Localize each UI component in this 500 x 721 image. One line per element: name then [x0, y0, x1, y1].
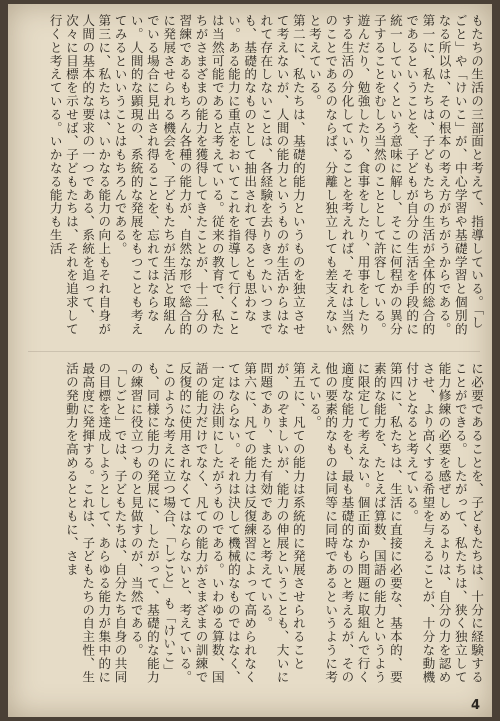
paragraph: 第三に、私たちは、いかなる能力の向上もそれ自身が人間の基本的な要求の一つである、系統を追って、次々に目標を示せば、子どもたちは、それを追求して行くと考えている。いかなる能力も生活: [47, 14, 112, 336]
paragraph: 第五に、凡ての能力は系統的に発展させられることが、のぞましいが、能力の伸展ということも、大いに問題であり、また有効であると考えている。: [258, 362, 306, 684]
paragraph: 第二に、私たちは、基礎的能力というものを独立させて考えないが、人間の能力というものが生活からはなれて存在しないことは、各経験を去りきったいつまでも、基礎的なものとして抽出されて得るとも思わない。ある能力に重点をおいてこれを指導して行くことは当然可能であると考えている。従来の教育で、私たちがさまざまの能力を獲得してきたことが、十二分の習練であるもちろん各種の能力が、自然な形で総合的に発展させられる機会を、子どもたちが生活と取組んでいる場合に見出され得ることを、忘れてはならない。人間的な顕現の、系統的な発展をもつことも考えてみるといいうことはもちろんである。: [112, 14, 306, 336]
document-page: [8, 4, 492, 717]
bottom-text-block: [26, 362, 484, 692]
top-text-block: [26, 14, 484, 342]
page-number: 4: [470, 698, 480, 713]
paragraph: に必要であることを、子どもたちは、十分に経験することができる。したがって、私たちは、狭く独立して能力修練の必要を感ぜしめるよりは、自分の力を認めさせ、より高くする希望を与えることが、十分な動機付けとなると考えている。: [404, 362, 484, 684]
paragraph: 第六に、凡ての能力は反復練習によって高められなくてはならない。それは決して機械的なものではなく、一定の法則にしたがうものである。いわゆる算数、国語の能力だけでなく、凡ての能力がさまざまの訓練で反復的に使用されなくてはならないと、考えている。: [177, 362, 258, 684]
paragraph: 「しごと」では、子どもたちは、自分たち自身の共同の目標を達成しようとして、あらゆる能力が集中的に最高度に発揮する。これは、子どもたちの自主性、生活の発動力を高めるとともに、さま: [63, 362, 128, 684]
paragraph: このような考えに立つ場合、「しごと」も「けいこ」も、同様に能力の発展に、したがって、基礎的な能力の練習に役立つものと見做すのが、当然である。: [128, 362, 177, 684]
paragraph: 第四に、私たちは、生活に直接に必要な、基本的、要素的な能力を、たとえば算数、国語の能力というように限定して考えない。個正面から問題に取組んで行く適度な能力をも、最も基礎的なものと考えるが、その他の要素的なものは同等に同時であるというように考えている。: [306, 362, 403, 684]
section-divider: [28, 351, 480, 352]
paragraph: もたちの生活の三部面と考えて、指導している。「しごと」や「けいこ」が、中心学習や基礎学習と個別的なる所以は、その根本の考え方がちがうからである。: [436, 14, 484, 336]
paragraph: 第一に、私たちは、子どもたちの生活が全体的総合的であるということを、子どもが自分の生活を手段的に統一していくという意味に解し、そこに何程かの異分子することをむしろ当然のこととして許容している。遊んだり、勉強したり、食事をしたり、用事をしたりする生活の分化していることを考えれば、それは当然のことであるのならば、分離し独立しても差支えないと考えている。: [306, 14, 436, 336]
